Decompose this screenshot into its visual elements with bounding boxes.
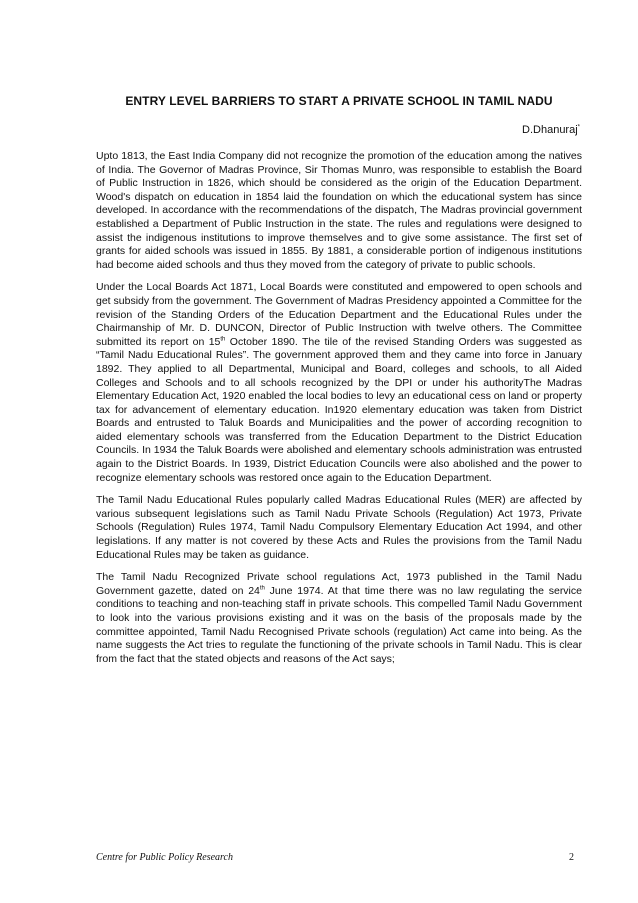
page-footer bbox=[96, 852, 582, 866]
document-title: ENTRY LEVEL BARRIERS TO START A PRIVATE SCHOOL IN TAMIL NADU bbox=[125, 94, 553, 108]
ordinal-suffix: th bbox=[259, 585, 265, 592]
page-number: 2 bbox=[569, 852, 574, 863]
paragraph-local-boards-part1: Under the Local Boards Act 1871, Local Boards were constituted and empowered to open schools and get subsidy from the government. The Government of Madras Presidency appointed a Committee for the revision of the Standing Orders of the Education Department and the Educational Rules under the Chairmanship of Mr. D. DUNCON, Director of Public Instruction with twelve others. The Committee submitted its report on 15 bbox=[96, 281, 582, 348]
paragraph-regulations-act-part2: June 1974. At that time there was no law regulating the service conditions to teaching and non-teaching staff in private schools. This compelled Tamil Nadu Government to look into the various provisions existing and it was on the basis of the proposals made by the committee appointed, Tamil Nadu Recognised Private schools (regulation) Act came into being. As the name suggests the Act tries to regulate the functioning of the private schools in Tamil Nadu. This is clear from the fact that the stated objects and reasons of the Act says; bbox=[96, 584, 582, 665]
paragraph-regulations-act-part1: The Tamil Nadu Recognized Private school regulations Act, 1973 published in the Tamil Nadu Government gazette, dated on 24 bbox=[96, 571, 582, 597]
paragraph-local-boards bbox=[96, 281, 582, 485]
author-footnote-mark: * bbox=[577, 124, 580, 131]
author-name: D.Dhanuraj bbox=[522, 124, 578, 136]
paragraph-local-boards-part2: October 1890. The tile of the revised Standing Orders was suggested as “Tamil Nadu Educational Rules”. The government approved them and they came into force in January 1892. They applied to all Departmental, Municipal and Board, colleges and schools, to all Aided Colleges and Schools and to all schools recognized by the DPI or under his authorityThe Madras Elementary Education Act, 1920 enabled the local bodies to levy an educational cess on land or property tax for advancement of elementary education. In1920 elementary education was taken from District Boards and entrusted to Taluk Boards and Municipalities and the power of according recognition to aided elementary schools was transferred from the Education Department to the District Education Councils. In 1934 the Taluk Boards were abolished and elementary schools administration was entrusted again to the District Boards. In 1939, District Education Councils were also abolished and the power to recognize elementary schools was restored once again to the Education Department. bbox=[96, 335, 582, 484]
paragraph-history: Upto 1813, the East India Company did not recognize the promotion of the education among the natives of India. The Governor of Madras Province, Sir Thomas Munro, was responsible to establish the Board of Public Instruction in 1826, which should be considered as the origin of the Education Department. Wood's dispatch on education in 1854 laid the foundation on which the educational system has since developed. In accordance with the recommendations of the dispatch, The Madras provincial government established a Department of Public Instruction in the state. The rules and regulations were designed to assist the indigenous institutions to improve themselves and to give some assistance. The first set of grants for aided schools was issued in 1855. By 1881, a considerable portion of indigenous institutions had become aided schools and thus they moved from the category of private to public schools. bbox=[96, 150, 582, 271]
paragraph-regulations-act bbox=[96, 571, 582, 666]
document-body bbox=[96, 150, 582, 675]
ordinal-suffix: th bbox=[220, 336, 226, 343]
paragraph-educational-rules: The Tamil Nadu Educational Rules popularly called Madras Educational Rules (MER) are affected by various subsequent legislations such as Tamil Nadu Private Schools (Regulation) Act 1973, Private Schools (Regulation) Rules 1974, Tamil Nadu Compulsory Elementary Education Act 1994, and other legislations. If any matter is not covered by these Acts and Rules the provisions from the Tamil Nadu Educational Rules may be taken as guidance. bbox=[96, 494, 582, 561]
author-line bbox=[522, 124, 580, 136]
footer-organization: Centre for Public Policy Research bbox=[96, 852, 233, 863]
